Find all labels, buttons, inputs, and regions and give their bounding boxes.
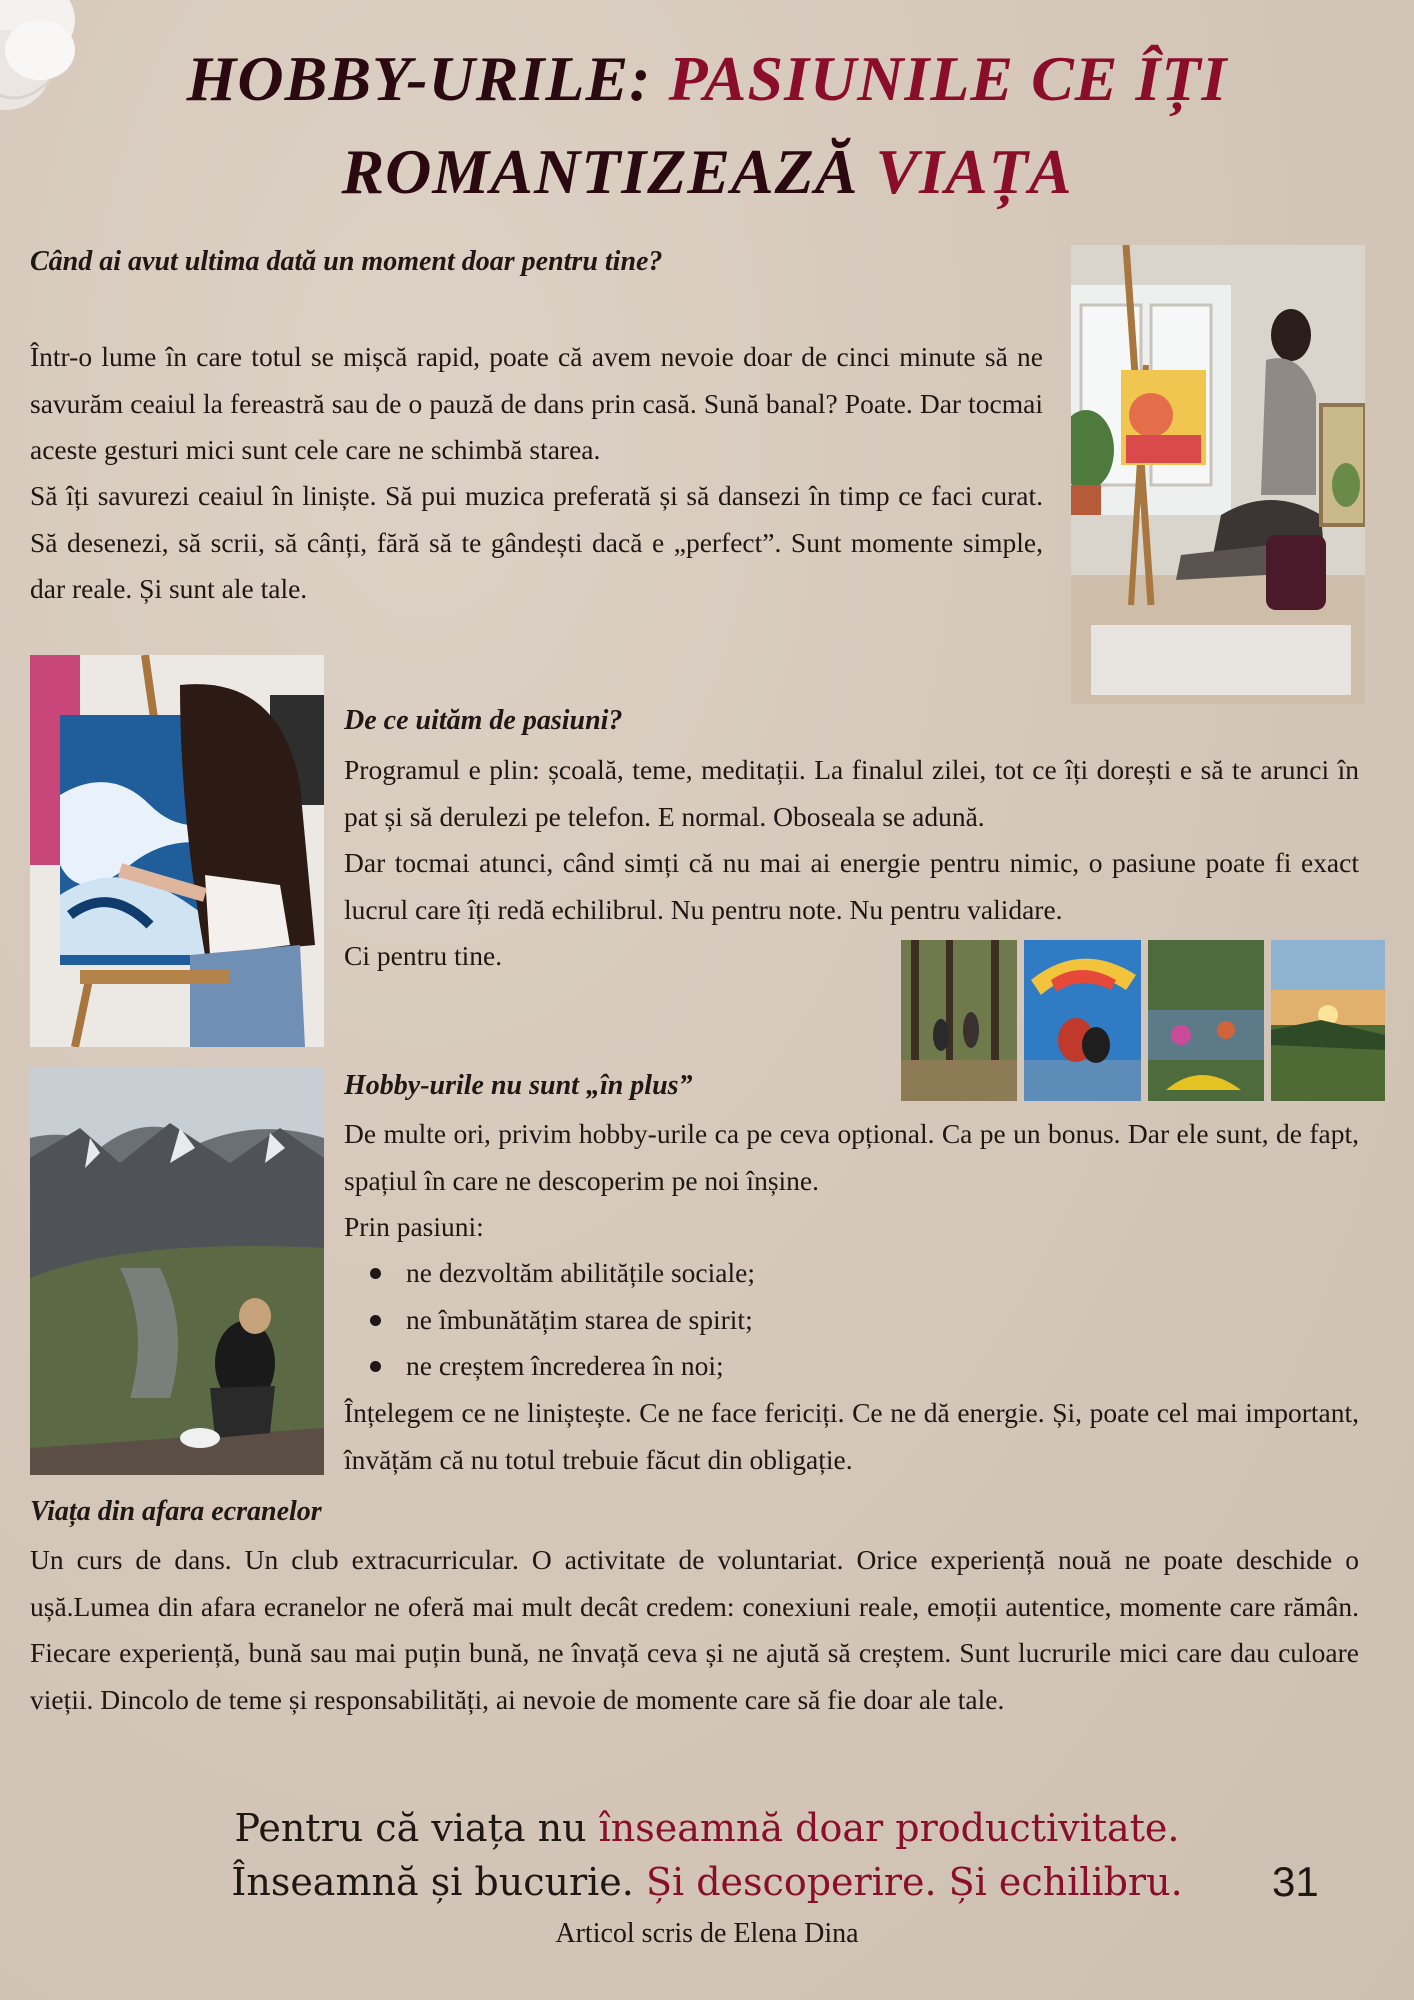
section-2-paragraph-2: Înțelegem ce ne liniștește. Ce ne face fericiți. Ce ne dă energie. Și, poate cel mai important, învățăm că nu totul trebuie făcut din obligație. xyxy=(344,1397,1359,1475)
page-title-line-1 xyxy=(0,42,1414,116)
intro-question: Când ai avut ultima dată un moment doar pentru tine? xyxy=(30,246,663,277)
author-credit: Articol scris de Elena Dina xyxy=(555,1918,859,1949)
list-item: ne îmbunătățim starea de spirit; xyxy=(344,1297,1244,1344)
section-1-paragraph-3: Ci pentru tine. xyxy=(344,940,503,971)
benefits-list xyxy=(344,1250,1244,1390)
page-title-line-2 xyxy=(0,135,1414,209)
painting-waves-photo xyxy=(30,655,324,1047)
section-3-paragraph: Un curs de dans. Un club extracurricular. O activitate de voluntariat. Orice experiență nouă ne poate deschide o ușă.Lumea din afara ecranelor ne oferă mai mult decât credem: conexiuni reale, emoții autentice, momente care rămân. Fiecare experiență, bună sau mai puțin bună, ne învață ceva și ne ajută să creștem. Sunt lucrurile mici care dau culoare vieții. Dincolo de teme și responsabilități, ai nevoie de momente care să fie doar ale tale. xyxy=(30,1544,1359,1715)
quote-dark-part-1: Pentru că viața nu xyxy=(234,1806,599,1850)
list-item: ne creștem încrederea în noi; xyxy=(344,1343,1244,1390)
mountains-photo xyxy=(30,1068,324,1475)
section-heading-passions: De ce uităm de pasiuni? xyxy=(344,705,623,736)
quote-dark-part-2: Înseamnă și bucurie. xyxy=(231,1860,646,1904)
list-item: ne dezvoltăm abilitățile sociale; xyxy=(344,1250,1244,1297)
outdoor-activities-photo-strip xyxy=(901,940,1385,1101)
title-red-part-1: PASIUNILE CE ÎȚI xyxy=(668,43,1228,114)
quote-red-part-2: Și descoperire. Și echilibru. xyxy=(645,1860,1183,1904)
intro-paragraph-1: Într-o lume în care totul se mișcă rapid, poate că avem nevoie doar de cinci minute să ne savurăm ceaiul la fereastră sau de o pauză de dans prin casă. Sună banal? Poate. Dar tocmai aceste gesturi mici sunt cele care ne schimbă starea. xyxy=(30,341,1043,465)
section-2-list-intro: Prin pasiuni: xyxy=(344,1211,484,1242)
painting-easel-photo xyxy=(1071,245,1365,704)
section-2-paragraph-1: De multe ori, privim hobby-urile ca pe ceva opțional. Ca pe un bonus. Dar ele sunt, de fapt, spațiul în care ne descoperim pe noi înșine. xyxy=(344,1118,1359,1196)
quote-red-part-1: înseamnă doar productivitate. xyxy=(598,1806,1180,1850)
title-red-part-2: VIAȚA xyxy=(875,136,1073,207)
closing-quote-line-1 xyxy=(0,1806,1414,1850)
title-dark-part-2: ROMANTIZEAZĂ xyxy=(341,136,876,207)
title-dark-part-1: HOBBY-URILE: xyxy=(186,43,669,114)
closing-quote-line-2 xyxy=(0,1860,1414,1904)
section-1-paragraph-2: Dar tocmai atunci, când simți că nu mai ai energie pentru nimic, o pasiune poate fi exact lucrul care îți redă echilibrul. Nu pentru note. Nu pentru validare. xyxy=(344,847,1359,925)
section-heading-offscreen: Viața din afara ecranelor xyxy=(30,1496,322,1527)
page-number: 31 xyxy=(1272,1858,1319,1905)
intro-paragraph-2: Să îți savurezi ceaiul în liniște. Să pui muzica preferată și să dansezi în timp ce faci curat. Să desenezi, să scrii, să cânți, fără să te gândești dacă e „perfect”. Sunt momente simple, dar reale. Și sunt ale tale. xyxy=(30,480,1043,604)
section-heading-hobbies: Hobby-urile nu sunt „în plus” xyxy=(344,1070,693,1101)
section-1-paragraph-1: Programul e plin: școală, teme, meditații. La finalul zilei, tot ce îți dorești e să te arunci în pat și să derulezi pe telefon. E normal. Oboseala se adună. xyxy=(344,754,1359,832)
